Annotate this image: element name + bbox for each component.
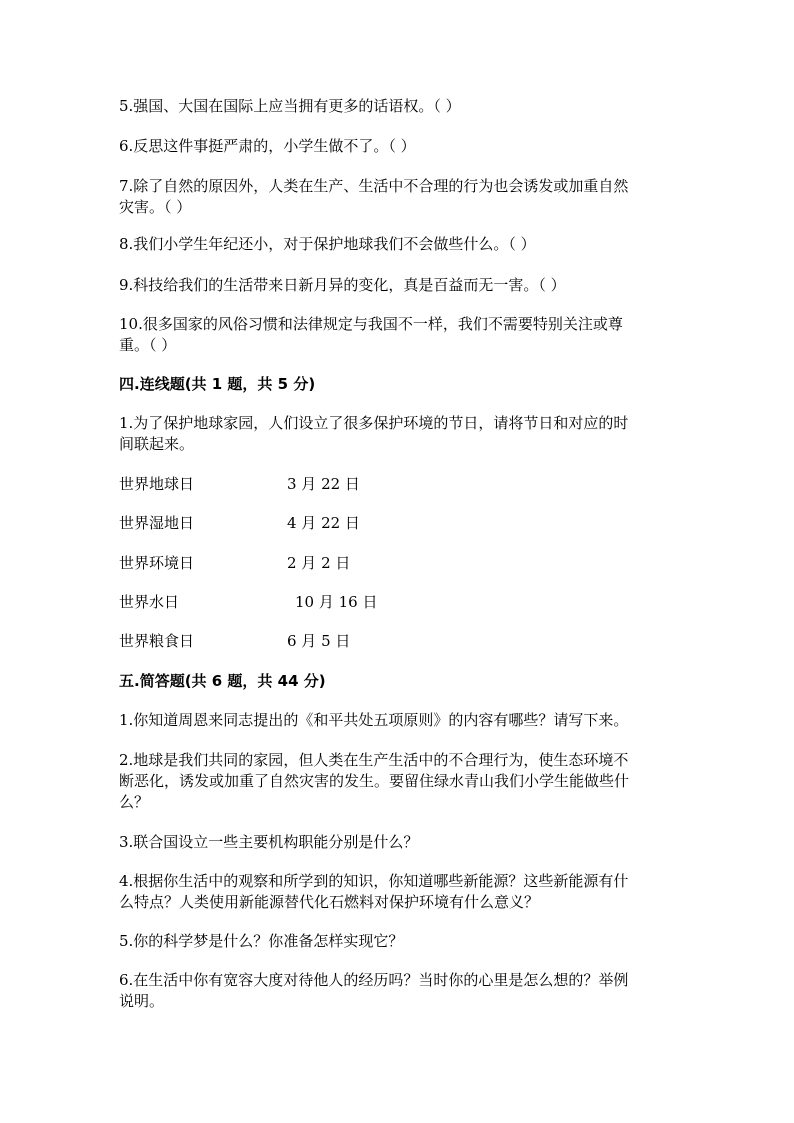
- tf-question-6: 6.反思这件事挺严肃的，小学生做不了。（ ）: [119, 137, 416, 155]
- matching-day-4: 世界水日: [119, 593, 180, 611]
- matching-day-3: 世界环境日: [119, 554, 195, 572]
- matching-day-1: 世界地球日: [119, 475, 195, 493]
- matching-day-2: 世界湿地日: [119, 514, 195, 532]
- matching-date-3: 2 月 2 日: [287, 554, 351, 572]
- tf-question-10-line-2: 重。（ ）: [119, 336, 177, 354]
- short-answer-5: 5.你的科学梦是什么？你准备怎样实现它？: [119, 932, 404, 950]
- short-answer-6-line-2: 说明。: [119, 992, 165, 1010]
- short-answer-2-line-2: 断恶化，诱发或加重了自然灾害的发生。要留住绿水青山我们小学生能做些什: [119, 772, 630, 790]
- matching-date-2: 4 月 22 日: [287, 514, 360, 532]
- short-answer-2-line-1: 2.地球是我们共同的家园，但人类在生产生活中的不合理行为，使生态环境不: [119, 751, 629, 769]
- section-5-heading: 五.简答题(共 6 题，共 44 分): [119, 672, 326, 690]
- short-answer-4-line-2: 么特点？人类使用新能源替代化石燃料对保护环境有什么意义？: [119, 893, 540, 911]
- tf-question-10-line-1: 10.很多国家的风俗习惯和法律规定与我国不一样，我们不需要特别关注或尊: [119, 315, 623, 333]
- tf-question-8: 8.我们小学生年纪还小，对于保护地球我们不会做些什么。（ ）: [119, 235, 536, 253]
- matching-question-1-line-1: 1.为了保护地球家园，人们设立了很多保护环境的节日，请将节日和对应的时: [119, 414, 629, 432]
- short-answer-6-line-1: 6.在生活中你有宽容大度对待他人的经历吗？当时你的心里是怎么想的？举例: [119, 971, 629, 989]
- short-answer-2-line-3: 么？: [119, 793, 150, 811]
- tf-question-5: 5.强国、大国在国际上应当拥有更多的话语权。（ ）: [119, 97, 461, 115]
- short-answer-4-line-1: 4.根据你生活中的观察和所学到的知识，你知道哪些新能源？这些新能源有什: [119, 872, 629, 890]
- matching-date-4: 10 月 16 日: [295, 593, 378, 611]
- short-answer-3: 3.联合国设立一些主要机构职能分别是什么？: [119, 833, 419, 851]
- matching-date-1: 3 月 22 日: [287, 475, 360, 493]
- tf-question-9: 9.科技给我们的生活带来日新月异的变化，真是百益而无一害。（ ）: [119, 276, 566, 294]
- tf-question-7-line-1: 7.除了自然的原因外，人类在生产、生活中不合理的行为也会诱发或加重自然: [119, 177, 629, 195]
- matching-day-5: 世界粮食日: [119, 632, 195, 650]
- short-answer-1: 1.你知道周恩来同志提出的《和平共处五项原则》的内容有哪些？请写下来。: [119, 711, 629, 729]
- matching-question-1-line-2: 间联起来。: [119, 435, 195, 453]
- section-4-heading: 四.连线题(共 1 题，共 5 分): [119, 375, 316, 393]
- tf-question-7-line-2: 灾害。（ ）: [119, 198, 192, 216]
- matching-date-5: 6 月 5 日: [287, 632, 351, 650]
